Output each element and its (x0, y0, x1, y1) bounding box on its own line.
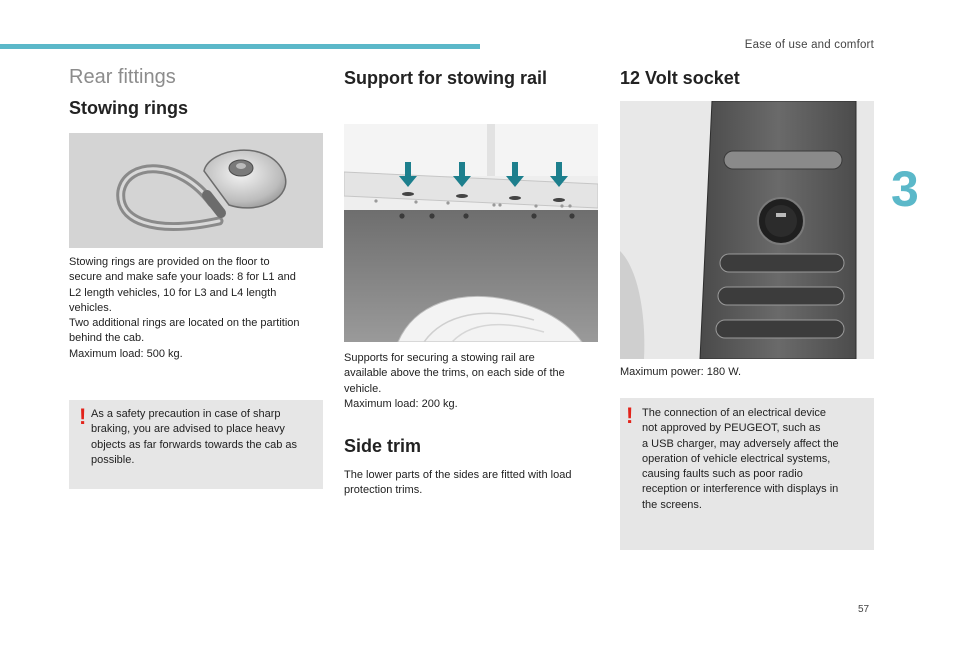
page-title: Rear fittings (69, 66, 176, 88)
header-accent-bar (0, 44, 480, 49)
heading-side-trim: Side trim (344, 436, 422, 456)
heading-12-volt-socket: 12 Volt socket (620, 68, 740, 88)
chapter-number: 3 (891, 161, 919, 217)
electrical-warning-text: The connection of an electrical device not approved by PEUGEOT, such as a USB charger, may adversely affect the operation of vehicle electrical systems, causing faults such as poor radio reception or interference with displays in the screens. (642, 407, 839, 511)
heading-support-stowing-rail: Support for stowing rail (344, 68, 547, 88)
stowing-rail-description: Supports for securing a stowing rail are available above the trims, on each side of the vehicle. Maximum load: 200 kg. (344, 352, 565, 410)
stowing-rings-description: Stowing rings are provided on the floor to secure and make safe your loads: 8 for L1 and L2 length vehicles, 10 for L3 and L4 length vehicles. Two additional rings are located on the partition behind the cab. Maximum load: 500 kg. (69, 256, 300, 360)
exclamation-mark-icon: ! (626, 403, 634, 428)
electrical-warning-box (620, 398, 874, 550)
safety-warning-text: As a safety precaution in case of sharp braking, you are advised to place heavy objects as far forwards towards the cab as possible. (91, 408, 298, 466)
stowing-ring-illustration (69, 133, 323, 248)
section-title: Ease of use and comfort (744, 39, 874, 51)
side-trim-description: The lower parts of the sides are fitted with load protection trims. (344, 469, 572, 497)
exclamation-mark-icon: ! (79, 404, 87, 429)
socket-power-text: Maximum power: 180 W. (620, 366, 742, 378)
page-number: 57 (858, 604, 870, 615)
safety-warning-box (69, 400, 323, 489)
12v-socket-illustration (620, 101, 874, 359)
heading-stowing-rings: Stowing rings (69, 98, 188, 118)
stowing-rail-illustration (344, 124, 598, 342)
